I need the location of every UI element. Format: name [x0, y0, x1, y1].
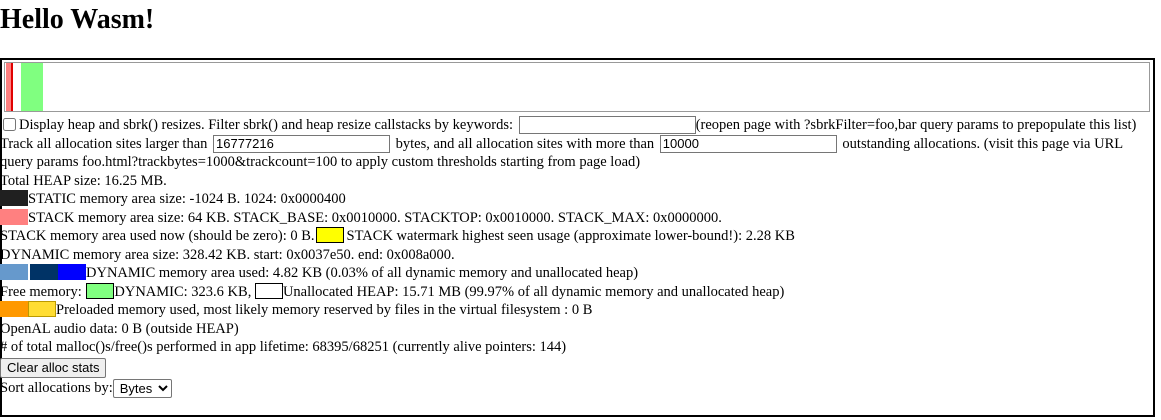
stack-swatch [0, 209, 28, 225]
stack-area-text: STACK memory area size: 64 KB. STACK_BASE: 0x0010000. STACKTOP: 0x0010000. STACK_MAX: 0x0000000. [28, 209, 722, 226]
sort-label: Sort allocations by: [0, 379, 113, 396]
tracking-row [0, 135, 1150, 172]
tracking-middle: bytes, and all allocation sites with more than [395, 135, 655, 152]
display-heap-resizes-checkbox[interactable] [3, 118, 16, 131]
dynamic-swatch-2 [30, 264, 58, 280]
free-memory-line [0, 283, 1150, 302]
stack-used-line [0, 227, 1150, 246]
preloaded-line [0, 301, 1150, 320]
stack-area-line [0, 209, 1150, 228]
static-swatch [0, 190, 28, 206]
memory-layout-canvas [4, 62, 1150, 112]
unallocated-swatch [255, 283, 283, 299]
stack-marker [11, 63, 13, 111]
sort-row [0, 379, 1150, 398]
malloc-count-line: # of total malloc()s/free()s performed in app lifetime: 68395/68251 (currently alive pointers: 144) [0, 339, 567, 355]
dynamic-free-region [21, 63, 43, 111]
dynamic-used-line [0, 264, 1150, 283]
clear-alloc-stats-button[interactable]: Clear alloc stats [0, 358, 106, 378]
preload-swatch-2 [28, 301, 56, 317]
preloaded-text: Preloaded memory used, most likely memory reserved by files in the virtual filesystem : 0 B [56, 302, 593, 318]
dynamic-used-text: DYNAMIC memory area used: 4.82 KB (0.03% of all dynamic memory and unallocated heap) [86, 265, 639, 281]
free-dynamic-swatch [86, 283, 114, 299]
track-count-input[interactable] [660, 135, 837, 153]
sbrk-filter-input[interactable] [519, 116, 696, 134]
unallocated-text: Unallocated HEAP: 15.71 MB (99.97% of all dynamic memory and unallocated heap) [282, 283, 785, 300]
static-area-text: STATIC memory area size: -1024 B. 1024: 0x0000400 [28, 191, 346, 207]
static-area-line [0, 190, 1150, 209]
dynamic-swatch-1 [0, 264, 28, 280]
openal-line: OpenAL audio data: 0 B (outside HEAP) [0, 320, 239, 337]
dynamic-swatch-3 [58, 264, 86, 280]
preload-swatch-1 [0, 301, 28, 317]
sort-allocations-select[interactable] [113, 379, 172, 398]
tracking-suffix: outstanding allocations. (visit this page via URL query params foo.html?trackbytes=1000&trackcount=100 to apply custom thresholds starting from page load) [0, 135, 1123, 170]
free-memory-label: Free memory: [0, 283, 82, 300]
profiler-details [0, 116, 1150, 398]
stack-used-text: STACK memory area used now (should be zero): 0 B. [0, 228, 315, 244]
track-bytes-input[interactable] [213, 135, 390, 153]
stack-watermark-swatch [316, 227, 344, 243]
total-heap-line: Total HEAP size: 16.25 MB. [0, 172, 167, 189]
dynamic-area-line: DYNAMIC memory area size: 328.42 KB. start: 0x0037e50. end: 0x008a000. [0, 246, 455, 263]
reopen-hint: (reopen page with ?sbrkFilter=foo,bar query params to prepopulate this list) [695, 117, 1137, 133]
heap-resize-row [0, 116, 1150, 135]
free-dynamic-text: DYNAMIC: 323.6 KB, [114, 283, 252, 300]
page-title: Hello Wasm! [0, 4, 155, 35]
stack-watermark-text: STACK watermark highest seen usage (approximate lower-bound!): 2.28 KB [346, 228, 795, 244]
tracking-prefix: Track all allocation sites larger than [0, 135, 208, 152]
clear-row [0, 358, 1150, 378]
heap-resize-label: Display heap and sbrk() resizes. Filter sbrk() and heap resize callstacks by keywords: [19, 117, 514, 133]
